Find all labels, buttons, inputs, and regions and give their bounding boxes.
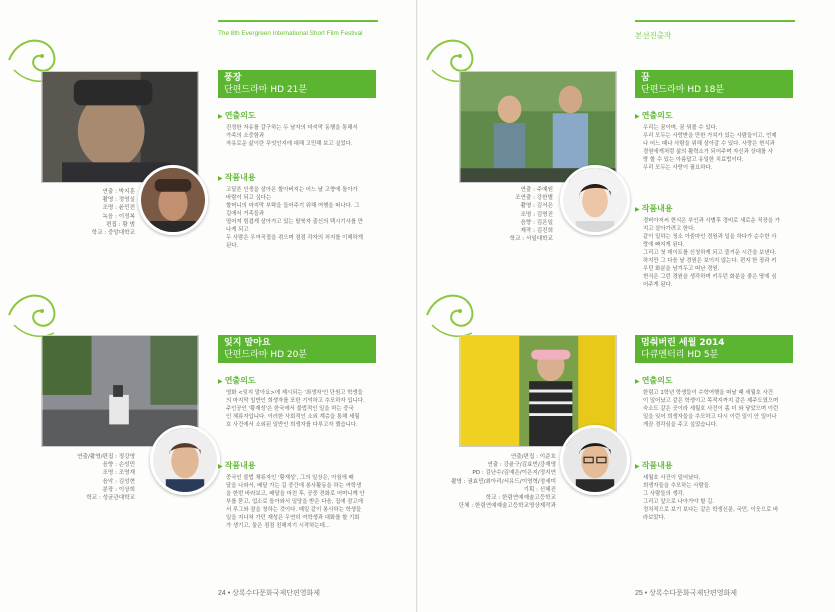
right-page xyxy=(418,0,835,612)
body-line: 랑 할 수 있는 아름답고 유일한 치료법이다. xyxy=(643,157,744,163)
body-line: 호 사건에서 소외된 일반인 희생자를 다루고자 했습니다. xyxy=(226,422,358,428)
body-line: 자유로운 삶이란 무엇인지에 대해 고민해 보고 싶었다. xyxy=(226,141,353,147)
left-page xyxy=(0,0,417,612)
film-title-box xyxy=(218,335,376,363)
credit-line: 조명 : 윤민전 xyxy=(102,205,135,212)
body-line: 가 생기고, 둘은 점점 친해지기 시작하는데... xyxy=(226,523,330,529)
synopsis-section xyxy=(218,172,380,250)
credit-line: 연출 : 주예원 xyxy=(520,187,553,193)
body-line: 우리 모두는 사랑이 필요하다. xyxy=(643,165,713,171)
body-line: 게끔 경각심을 주고 싶었습니다. xyxy=(643,422,718,428)
section-heading: ▶ 연출의도 xyxy=(635,110,800,121)
body-line: 을 한번 바라보고, 배달을 마친 후, 공중 전화로 어머니께 안 xyxy=(226,491,365,497)
direction-intent-section xyxy=(635,110,800,172)
credit-line: 단체 : 한림연예예술고등학교영상제작과 xyxy=(458,503,556,510)
film-credits xyxy=(478,186,553,243)
direction-intent-section xyxy=(218,375,380,429)
body-line: 떨어져 힘겹게 살아가고 있는 탈북자 출신의 택시기사를 만 xyxy=(226,219,363,225)
body-line: 세월호 사건이 일어났다. xyxy=(643,475,701,481)
body-line: 숙소도 같은 곳이라 세월호 사건이 좀 더 와 닿았으며 이런 xyxy=(643,406,779,412)
credit-line: 연출 : 박지훈 xyxy=(102,189,135,195)
credit-line: 연출 : 강윤구/김효빈/강재영 xyxy=(487,462,556,469)
film-subtitle: 다큐멘터리 HD 5분 xyxy=(641,350,719,360)
section-heading: ▶ 작품내용 xyxy=(635,460,800,471)
credit-line: 음향 : 김은일 xyxy=(520,219,553,226)
director-portrait xyxy=(560,165,630,235)
body-line: 할머니의 마지막 부탁을 들어주기 위해 여행을 떠나다. 그 xyxy=(226,203,360,209)
credit-line: 연출/촬영/편집 : 정강영 xyxy=(77,454,135,460)
credit-line: 음악 : 김성현 xyxy=(102,478,135,485)
director-portrait xyxy=(150,425,220,495)
body-line: 그리고 앞으로 나아가야 할 길. xyxy=(643,499,715,505)
film-credits xyxy=(438,453,556,510)
body-line: 경원에게처럼 삶의 활력소가 되어주며 자신과 상대를 사 xyxy=(643,149,774,155)
body-line: 인 체류자입니다. 이러한 사회적인 소외 계층을 통해 세월 xyxy=(226,414,360,420)
body-line: 두 사람은 우여곡절을 겪으며 점점 각자의 처지를 이해하게 xyxy=(226,235,363,241)
director-portrait xyxy=(560,425,630,495)
page-footer: 25 • 상록수다문화국제단편영화제 xyxy=(635,590,738,597)
section-heading: ▶ 연출의도 xyxy=(218,375,380,386)
credit-line: 편집 : 황 범 xyxy=(106,221,135,228)
credit-line: 학교 : 성균관대학교 xyxy=(86,495,135,502)
synopsis-section xyxy=(635,460,800,522)
body-line: 정치적으로 보기 보다는 같은 학생신분, 국민, 이웃으로 바 xyxy=(643,507,779,513)
credit-line: 촬영 : 정영실 xyxy=(102,197,135,204)
section-header: 본선진출작 xyxy=(635,31,672,40)
credit-line: 조명 : 조영재 xyxy=(102,470,135,477)
body-line: 나 어느 때나 사람을 위해 살아갈 수 있다. 사랑은 현식과 xyxy=(643,141,775,147)
body-line: 라보았다. xyxy=(643,515,666,521)
direction-intent-section xyxy=(635,375,800,429)
body-line: 서 루그와 잠을 청하는 것이다. 매일 같이 봉사하는 학생들 xyxy=(226,507,362,513)
body-line: 경비아저씨 현식은 부인과 사별후 경비로 새로운 직장을 가 xyxy=(643,218,780,224)
body-line: 한림고 1학년 학생들이 수학여행을 떠날 때 세월호 사건 xyxy=(643,390,773,396)
credit-line: 조연출 : 강한별 xyxy=(515,195,553,202)
body-line: 된다. xyxy=(226,243,239,249)
film-title-box xyxy=(635,70,793,98)
credit-line: 음향 : 손성민 xyxy=(102,462,135,469)
body-line: 그리고 첫 데이트를 신청하게 되고 즐거운 시간을 보낸다. xyxy=(643,250,777,256)
body-line: 우던 화분을 남겨두고 떠난 경원. xyxy=(643,266,720,272)
festival-header: The 8th Evergreen International Short Film Festival xyxy=(218,30,363,37)
body-line: 같이 일하는 청소 아줌마인 경원과 일을 하다가 순수한 사 xyxy=(643,234,777,240)
body-line: 하지만 그 다음 날 경원은 보이지 않는다. 편지 한 장과 키 xyxy=(643,258,777,264)
credit-line: 학교 : 서일대학교 xyxy=(509,236,553,243)
body-line: 어주게 된다. xyxy=(643,282,673,288)
body-line: 우리는 꿈이며, 꿈 꿔볼 수 있다. xyxy=(643,125,718,131)
body-line: 가족의 소중함과 xyxy=(226,133,265,139)
body-line: 지고 살아가려고 한다. xyxy=(643,226,696,232)
director-portrait xyxy=(138,165,208,235)
body-line: 현식은 그런 경원을 생각하며 키우던 화분을 좋은 땅에 심 xyxy=(643,274,777,280)
credit-line: PD : 김난수/김예은/이은지/정지연 xyxy=(472,470,556,477)
credit-line: 제작 : 김진희 xyxy=(520,228,553,235)
film-subtitle: 단편드라마 HD 20분 xyxy=(224,350,308,360)
credit-line: 연출/편집 : 이준호 xyxy=(510,454,556,460)
film-title: 꿈 xyxy=(641,73,650,83)
credit-line: 촬영 : 김서은 xyxy=(520,203,553,210)
body-line: 이 일어났고 같은 학생이고 목적지까지 같은 제주도였으며 xyxy=(643,398,779,404)
credit-line: 학교 : 중앙대학교 xyxy=(91,230,135,237)
section-heading: ▶ 연출의도 xyxy=(635,375,800,386)
header-rule xyxy=(635,20,795,22)
body-line: 나게 되고 xyxy=(226,227,249,233)
body-line: 진정한 자유를 갈구하는 두 남자의 마지막 동행을 통해서 xyxy=(226,125,358,131)
body-line: 고달픈 인생을 살아온 할아버지는 어느 날 고향에 돌아가 xyxy=(226,187,358,193)
film-title: 멈춰버린 세월 2014 xyxy=(641,338,725,348)
body-line: 달을 나와서, 배달 가는 길 중간에 봉사활동을 하는 여학생 xyxy=(226,483,362,489)
synopsis-section xyxy=(635,203,800,289)
page-footer: 24 • 상록수다문화국제단편영화제 xyxy=(218,590,321,597)
film-title-box xyxy=(218,70,376,98)
section-heading: ▶ 연출의도 xyxy=(218,110,380,121)
body-line: 우리 모두는 사랑받을 만한 가치가 있는 사람들이고, 언제 xyxy=(643,133,777,139)
section-heading: ▶ 작품내용 xyxy=(218,460,380,471)
body-line: 랑에 빠지게 된다. xyxy=(643,242,685,248)
body-line: 길에서 거족들과 xyxy=(226,211,265,217)
body-line: 중국인 불법 체류자인 '황재성', 그의 일상은, 아침에 배 xyxy=(226,475,354,481)
film-credits xyxy=(70,188,135,237)
credit-line: 기획 : 신혜진 xyxy=(523,486,556,493)
body-line: 일을 잊어 희생자들을 추모하고 다시 이런 일이 안 일어나 xyxy=(643,414,777,420)
credit-line: 조명 : 김명진 xyxy=(520,211,553,218)
film-title-box xyxy=(635,335,793,363)
body-line: 일을 지나쳐 가던 재성은 우연히 여학생과 대화를 할 기회 xyxy=(226,515,360,521)
body-line: 영화 <잊지 말아요>에 제시되는 '최생자'인 단원고 학생들 xyxy=(226,390,363,396)
body-line: 부를 묻고, 업소로 돌아와서 일당을 받은 다음, 집에 잠고에 xyxy=(226,499,363,505)
credit-line: 촬영 : 권효민/최아리/서유드/이영혁/정세미 xyxy=(451,478,556,485)
synopsis-section xyxy=(218,460,380,530)
section-heading: ▶ 작품내용 xyxy=(635,203,800,214)
film-subtitle: 단편드라마 HD 21분 xyxy=(224,85,308,95)
credit-line: 학교 : 한림연예예술고등학교 xyxy=(485,495,556,502)
header-rule xyxy=(218,20,378,22)
body-line: 희생자들을 추모하는 사람들. xyxy=(643,483,711,489)
film-title: 풍장 xyxy=(224,73,242,83)
body-line: 의 마지막 일반인 희생자를 포한 기억하고 추모하자 입니다. xyxy=(226,398,365,404)
film-title: 잊지 말아요 xyxy=(224,338,271,348)
film-credits xyxy=(62,453,135,502)
credit-line: 녹음 : 이정복 xyxy=(102,213,135,220)
credit-line: 분장 : 이상희 xyxy=(102,486,135,493)
film-subtitle: 단편드라마 HD 18분 xyxy=(641,85,725,95)
direction-intent-section xyxy=(218,110,380,148)
body-line: 주인공인 '황재성'은 한국에서 불법적인 일을 하는 중국 xyxy=(226,406,354,412)
body-line: 그 사람들의 생각. xyxy=(643,491,685,497)
body-line: 바람이 되고 싶다는 xyxy=(226,195,272,201)
section-heading: ▶ 작품내용 xyxy=(218,172,380,183)
